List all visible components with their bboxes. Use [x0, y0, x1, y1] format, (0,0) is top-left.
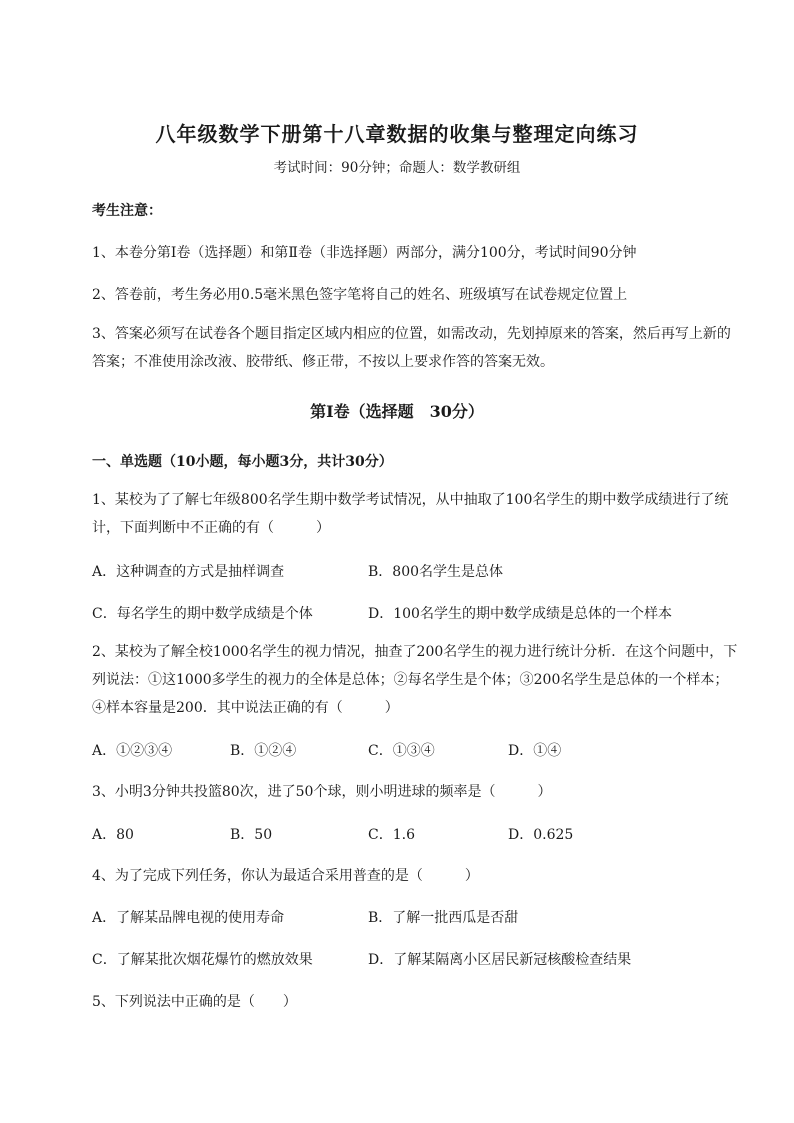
question-stem: 3、小明3分钟共投篮80次，进了50个球，则小明进球的频率是（ ）: [92, 784, 552, 800]
option-c: C．了解某批次烟花爆竹的燃放效果: [92, 952, 313, 968]
option-a: A．这种调查的方式是抽样调查: [92, 564, 285, 580]
notice-heading: 考生注意：: [92, 203, 162, 219]
question-stem: 1、某校为了了解七年级800名学生期中数学考试情况，从中抽取了100名学生的期中数学成绩进行了统计，下面判断中不正确的有（ ）: [92, 492, 729, 536]
option-b: B．800名学生是总体: [368, 564, 504, 580]
option-a: A．①②③④: [92, 743, 173, 759]
option-d: D．了解某隔离小区居民新冠核酸检查结果: [368, 952, 632, 968]
option-a: A．了解某品牌电视的使用寿命: [92, 910, 285, 926]
option-d: D．0.625: [508, 827, 574, 843]
page-title: 八年级数学下册第十八章数据的收集与整理定向练习: [155, 122, 639, 146]
notice-item: 2、答卷前，考生务必用0.5毫米黑色签字笔将自己的姓名、班级填写在试卷规定位置上: [92, 287, 628, 303]
section-title: 第I卷（选择题 30分）: [310, 402, 484, 421]
option-b: B．了解一批西瓜是否甜: [368, 910, 519, 926]
question-stem: 5、下列说法中正确的是（ ）: [92, 994, 297, 1010]
option-b: B．50: [230, 827, 273, 843]
option-c: C．1.6: [368, 827, 415, 843]
option-a: A．80: [92, 827, 134, 843]
option-d: D．100名学生的期中数学成绩是总体的一个样本: [368, 606, 672, 622]
option-c: C．①③④: [368, 743, 435, 759]
exam-subtitle: 考试时间：90分钟；命题人：数学教研组: [273, 160, 521, 176]
question-stem: 4、为了完成下列任务，你认为最适合采用普查的是（ ）: [92, 868, 479, 884]
notice-item: 1、本卷分第I卷（选择题）和第Ⅱ卷（非选择题）两部分，满分100分，考试时间90分钟: [92, 245, 637, 261]
notice-item: 3、答案必须写在试卷各个题目指定区域内相应的位置，如需改动，先划掉原来的答案，然后再写上新的答案；不准使用涂改液、胶带纸、修正带，不按以上要求作答的答案无效。: [92, 326, 731, 370]
option-d: D．①④: [508, 743, 562, 759]
option-c: C．每名学生的期中数学成绩是个体: [92, 606, 313, 622]
part-heading: 一、单选题（10小题，每小题3分，共计30分）: [92, 454, 393, 470]
option-b: B．①②④: [230, 743, 297, 759]
question-stem: 2、某校为了解全校1000名学生的视力情况，抽查了200名学生的视力进行统计分析．在这个问题中，下列说法：①这1000多学生的视力的全体是总体；②每名学生是个体；③200名学生是总体的一个样本；④样本容量是200．其中说法正确的有（ ）: [92, 644, 738, 716]
